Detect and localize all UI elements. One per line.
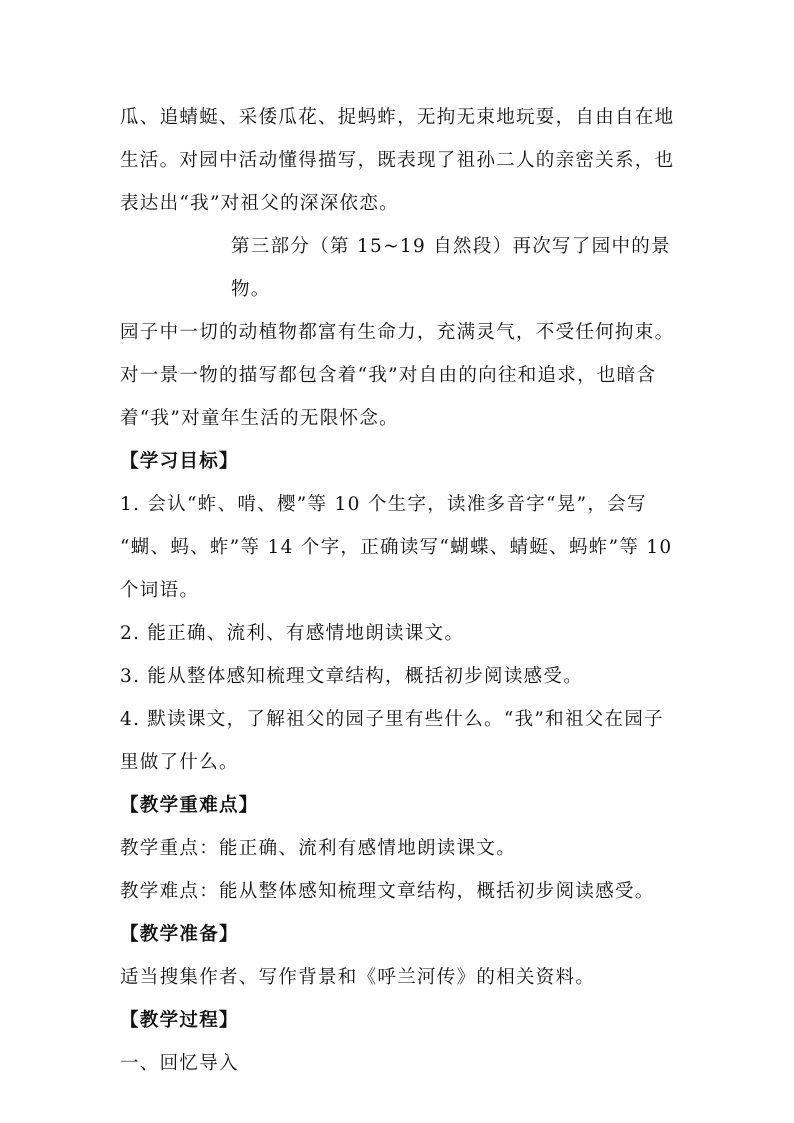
heading-key-difficult-points: 【教学重难点】 (120, 795, 259, 816)
heading-preparation: 【教学准备】 (120, 924, 239, 945)
part3-line-2: 园子中一切的动植物都富有生命力，充满灵气，不受任何拘束。 (120, 322, 675, 343)
heading-learning-goals: 【学习目标】 (120, 451, 239, 472)
document-body (120, 96, 680, 1085)
goal-4-line-1: 4. 默读课文，了解祖父的园子里有些什么。“我”和祖父在园子 (120, 709, 664, 730)
goal-3: 3. 能从整体感知梳理文章结构，概括初步阅读感受。 (120, 666, 584, 687)
difficult-point: 教学难点：能从整体感知梳理文章结构，概括初步阅读感受。 (120, 881, 655, 902)
intro-line-1: 瓜、追蜻蜓、采倭瓜花、捉蚂蚱，无拘无束地玩耍，自由自在地 (120, 107, 675, 128)
part3-line-4: 着“我”对童年生活的无限怀念。 (120, 408, 399, 429)
intro-line-3: 表达出“我”对祖父的深深依恋。 (120, 193, 399, 214)
goal-4-line-2: 里做了什么。 (120, 752, 239, 773)
heading-teaching-process: 【教学过程】 (120, 1010, 239, 1031)
goal-2: 2. 能正确、流利、有感情地朗读课文。 (120, 623, 465, 644)
key-point: 教学重点：能正确、流利有感情地朗读课文。 (120, 838, 517, 859)
part3-line-1: 第三部分（第 15~19 自然段）再次写了园中的景物。 (231, 236, 671, 300)
goal-1-line-3: 个词语。 (120, 580, 200, 601)
goal-1-line-1: 1. 会认“蚱、啃、樱”等 10 个生字，读准多音字“晃”，会写 (120, 494, 647, 515)
intro-line-2: 生活。对园中活动懂得描写，既表现了祖孙二人的亲密关系，也 (120, 150, 675, 171)
goal-1-line-2: “蝴、蚂、蚱”等 14 个字，正确读写“蝴蝶、蜻蜓、蚂蚱”等 10 (120, 537, 673, 558)
preparation-text: 适当搜集作者、写作背景和《呼兰河传》的相关资料。 (120, 967, 596, 988)
process-step-1: 一、回忆导入 (120, 1053, 239, 1074)
part3-line-3: 对一景一物的描写都包含着“我”对自由的向往和追求，也暗含 (120, 365, 657, 386)
